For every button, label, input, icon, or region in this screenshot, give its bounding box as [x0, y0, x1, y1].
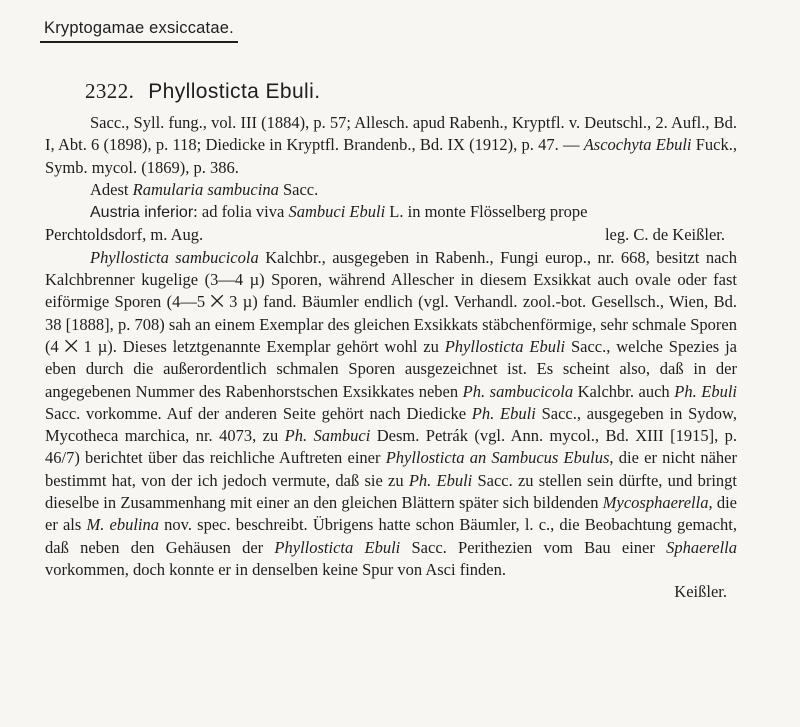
synonymy-text-end: Fuck., Symb. mycol. (1869), p. 386.	[45, 135, 738, 177]
notes-text: Desm. Petrák (vgl. Ann. mycol., Bd. XIII [1915], p. 46/7) berichtet über das reichliche Auftreten einer	[45, 426, 737, 468]
species-ref: Ph. sambucicola	[462, 381, 574, 401]
locality-paragraph	[45, 201, 737, 224]
notes-text: Sacc., ausgegeben in Sydow, Mycotheca marchica, nr. 4073, zu	[45, 403, 737, 446]
species-ref: Mycosphaerella,	[602, 493, 713, 513]
species-ref: Ph. Ebuli	[674, 381, 737, 401]
synonym-name: Ascochyta Ebuli	[583, 135, 692, 155]
series-header: Kryptogamae exsiccatae.	[40, 19, 238, 43]
adest-line	[45, 179, 737, 201]
collector: leg. C. de Keißler.	[604, 225, 725, 245]
species-ref: Ph. Sambuci	[284, 426, 371, 446]
host-name: Sambuci Ebuli	[288, 202, 386, 222]
author-signature: Keißler.	[674, 582, 727, 602]
species-ref: Sphaerella	[666, 537, 737, 557]
adest-suffix: Sacc.	[278, 179, 319, 199]
synonymy-text: Sacc., Syll. fung., vol. III (1884), p. 57; Allesch. apud Rabenh., Kryptfl. v. Deutschl., 2. Aufl., Bd. I, Abt. 6 (1898), p. 118; Diedicke in Kryptfl. Brandenb., Bd. IX (1912), p. 47. —	[45, 113, 737, 155]
entry-title	[85, 78, 320, 104]
notes-text: Kalchbr. auch	[573, 381, 675, 401]
notes-text: die er als	[45, 493, 737, 535]
notes-text: Sacc. Perithezien vom Bau einer	[400, 537, 667, 557]
species-ref: M. ebulina	[86, 515, 160, 535]
locality-text-2: L. in monte Flösselberg prope	[385, 202, 588, 222]
notes-text: , die er nicht näher bestimmt hat, von der ich jedoch vermute, daß sie zu	[45, 448, 737, 490]
notes-text: nov. spec. beschreibt. Übrigens hatte schon Bäumler, l. c., die Beobachtung gemacht, daß neben den Gehäusen der	[45, 515, 737, 557]
notes-text: Sacc., welche Spezies ja eben durch die außerordentlich schmalen Sporen ausgezeichnet ist. Es scheint also, daß in der angegebenen Nummer des Rabenhorstschen Exsikkates neben	[45, 336, 737, 401]
locality-line-2	[45, 224, 737, 246]
species-ref: Ph. Ebuli	[471, 403, 536, 423]
species-ref: Phyllosticta sambucicola	[90, 247, 259, 267]
signature-line	[45, 581, 737, 603]
species-name: Phyllosticta Ebuli.	[148, 80, 321, 103]
entry-number: 2322.	[85, 79, 135, 103]
species-ref: Phyllosticta Ebuli	[444, 336, 566, 356]
notes-text: vorkommen, doch konnte er in denselben keine Spur von Asci finden.	[45, 559, 506, 579]
notes-paragraph	[45, 247, 737, 581]
species-ref: Phyllosticta an Sambucus Ebulus	[385, 448, 610, 468]
entry-body	[45, 112, 737, 604]
notes-text: Sacc. vorkomme. Auf der anderen Seite gehört nach Diedicke	[45, 403, 472, 423]
locality-place: Perchtoldsdorf, m. Aug.	[45, 225, 204, 245]
species-ref: Ph. Ebuli	[408, 470, 473, 490]
species-ref: Phyllosticta Ebuli	[274, 537, 401, 557]
locality-region: Austria inferior	[90, 204, 194, 222]
notes-text: Kalchbr., ausgegeben in Rabenh., Fungi europ., nr. 668, besitzt nach Kalchbrenner kugelige (3—4 µ) Sporen, während Allescher in diesem Exsikkat auch ovale oder fast eiförmige Sporen (4—5 ⨉ 3 µ) fand. Bäumler endlich (vgl. Verhandl. zool.-bot. Gesellsch., Wien, Bd. 38 [1888], p. 708) sah an einem Exemplar des gleichen Exsikkats stäbchenförmige, sehr schmale Sporen (4 ⨉ 1 µ). Dieses letztgenannte Exemplar gehört wohl zu	[45, 247, 737, 356]
adest-species: Ramularia sambucina	[132, 179, 279, 199]
synonymy-paragraph	[45, 112, 737, 179]
adest-prefix: Adest	[90, 179, 133, 199]
locality-text: : ad folia viva	[193, 202, 289, 222]
notes-text: Sacc. zu stellen sein dürfte, und bringt dieselbe in Zusammenhang mit einer an den gleichen Blättern später sich bildenden	[45, 470, 737, 513]
